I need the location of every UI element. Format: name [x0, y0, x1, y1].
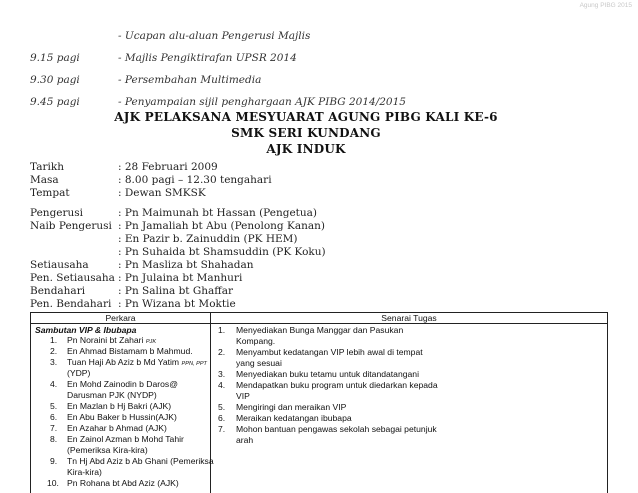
table-border-right [607, 312, 608, 493]
task-number: 5. [218, 402, 226, 412]
detail-label: Masa [30, 174, 59, 186]
task-number: 3. [218, 369, 226, 379]
table-section-title: Sambutan VIP & Ibubapa [35, 325, 137, 335]
task-number: 4. [218, 380, 226, 390]
member-name: Tuan Haji Ab Aziz b Md Yatim [67, 357, 180, 367]
list-item-number: 9. [50, 456, 58, 466]
list-item-continuation: Darusman PJK (NYDP) [67, 390, 157, 400]
list-item: Tn Hj Abd Aziz b Ab Ghani (Pemeriksa [67, 456, 214, 466]
member-note: PJK [145, 339, 157, 345]
list-item-number: 4. [50, 379, 58, 389]
member-name: Pn Noraini bt Zahari [67, 335, 144, 345]
committee-role: Pengerusi [30, 207, 84, 219]
schedule-time: 9.45 pagi [30, 96, 80, 108]
committee-member: : Pn Masliza bt Shahadan [118, 259, 254, 271]
committee-role: Bendahari [30, 285, 86, 297]
list-item [67, 357, 207, 367]
committee-member: : Pn Suhaida bt Shamsuddin (PK Koku) [118, 246, 326, 258]
doc-title-line3: AJK INDUK [266, 142, 346, 156]
list-item-continuation: Kira-kira) [67, 467, 102, 477]
committee-member: : En Pazir b. Zainuddin (PK HEM) [118, 233, 298, 245]
committee-member: : Pn Jamaliah bt Abu (Penolong Kanan) [118, 220, 325, 232]
member-note: PPN, PPT [181, 361, 207, 367]
task-item-continuation: VIP [236, 391, 250, 401]
list-item: En Mohd Zainodin b Daros@ [67, 379, 178, 389]
committee-role: Setiausaha [30, 259, 89, 271]
list-item: Pn Rohana bt Abd Aziz (AJK) [67, 478, 179, 488]
table-header-tugas: Senarai Tugas [381, 313, 437, 323]
task-item-continuation: yang sesuai [236, 358, 282, 368]
detail-value: : 28 Februari 2009 [118, 161, 218, 173]
list-item-number: 1. [50, 335, 58, 345]
task-number: 2. [218, 347, 226, 357]
list-item-number: 3. [50, 357, 58, 367]
committee-role: Pen. Setiausaha [30, 272, 115, 284]
doc-title-line1: AJK PELAKSANA MESYUARAT AGUNG PIBG KALI KE-6 [114, 110, 498, 124]
committee-role: Naib Pengerusi [30, 220, 112, 232]
task-item-continuation: arah [236, 435, 254, 445]
list-item-number: 2. [50, 346, 58, 356]
watermark-text: Agung PIBG 2015 [579, 2, 632, 9]
committee-member: : Pn Wizana bt Moktie [118, 298, 236, 310]
list-item-number: 5. [50, 401, 58, 411]
list-item-continuation: (YDP) [67, 368, 91, 378]
schedule-item: - Penyampaian sijil penghargaan AJK PIBG 2014/2015 [118, 96, 406, 108]
table-header-divider [30, 323, 608, 324]
task-item: Mendapatkan buku program untuk diedarkan kepada [236, 380, 438, 390]
task-item: Meraikan kedatangan ibubapa [236, 413, 352, 423]
task-item-continuation: Kompang. [236, 336, 276, 346]
task-item: Mengiringi dan meraikan VIP [236, 402, 347, 412]
list-item-number: 6. [50, 412, 58, 422]
list-item-continuation: (Pemeriksa Kira-kira) [67, 445, 148, 455]
schedule-item: - Ucapan alu-aluan Pengerusi Majlis [118, 30, 311, 42]
schedule-time: 9.30 pagi [30, 74, 80, 86]
list-item-number: 10. [47, 478, 59, 488]
list-item: En Ahmad Bistamam b Mahmud. [67, 346, 193, 356]
committee-member: : Pn Salina bt Ghaffar [118, 285, 233, 297]
committee-member: : Pn Maimunah bt Hassan (Pengetua) [118, 207, 318, 219]
task-number: 6. [218, 413, 226, 423]
task-item: Menyambut kedatangan VIP lebih awal di tempat [236, 347, 423, 357]
list-item-number: 8. [50, 434, 58, 444]
committee-role: Pen. Bendahari [30, 298, 112, 310]
table-border-left [30, 312, 31, 493]
committee-member: : Pn Julaina bt Manhuri [118, 272, 243, 284]
detail-label: Tarikh [30, 161, 64, 173]
list-item: En Azahar b Ahmad (AJK) [67, 423, 167, 433]
detail-label: Tempat [30, 187, 70, 199]
task-number: 1. [218, 325, 226, 335]
task-item: Menyediakan Bunga Manggar dan Pasukan [236, 325, 404, 335]
task-item: Menyediakan buku tetamu untuk ditandatangani [236, 369, 419, 379]
table-header-perkara: Perkara [105, 313, 136, 323]
list-item: En Mazlan b Hj Bakri (AJK) [67, 401, 172, 411]
list-item [67, 335, 156, 345]
list-item-number: 7. [50, 423, 58, 433]
doc-title-line2: SMK SERI KUNDANG [231, 126, 381, 140]
task-item: Mohon bantuan pengawas sekolah sebagai petunjuk [236, 424, 437, 434]
schedule-time: 9.15 pagi [30, 52, 80, 64]
schedule-item: - Majlis Pengiktirafan UPSR 2014 [118, 52, 297, 64]
task-number: 7. [218, 424, 226, 434]
schedule-item: - Persembahan Multimedia [118, 74, 262, 86]
detail-value: : 8.00 pagi – 12.30 tengahari [118, 174, 272, 186]
list-item: En Abu Baker b Hussin(AJK) [67, 412, 177, 422]
list-item: En Zainol Azman b Mohd Tahir [67, 434, 184, 444]
detail-value: : Dewan SMKSK [118, 187, 206, 199]
